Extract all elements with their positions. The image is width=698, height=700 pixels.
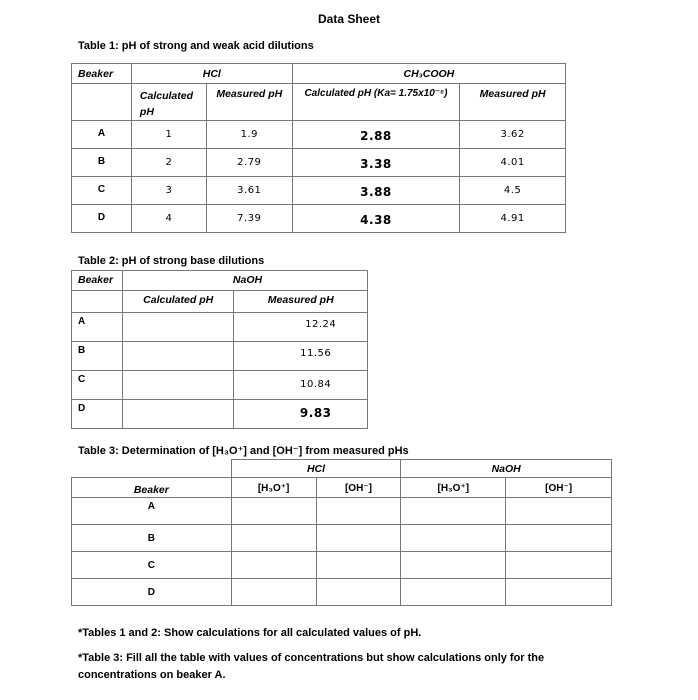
table3-hcl-header: HCl bbox=[231, 460, 401, 478]
table3-col-h3o-hcl: [H₃O⁺] bbox=[231, 478, 316, 498]
calc-ph-value bbox=[122, 342, 234, 371]
calc-ph-value bbox=[122, 371, 234, 400]
table1-hcl-header: HCl bbox=[131, 64, 292, 84]
beaker-label: D bbox=[72, 205, 132, 233]
table3 bbox=[71, 459, 612, 606]
h3o-naoh-cell bbox=[401, 552, 506, 579]
oh-naoh-cell bbox=[506, 552, 612, 579]
beaker-label: B bbox=[72, 342, 123, 371]
beaker-label: D bbox=[72, 579, 232, 606]
notes bbox=[78, 625, 578, 684]
table1 bbox=[71, 63, 566, 233]
table3-beaker-header: Beaker bbox=[72, 478, 232, 498]
h3o-naoh-cell bbox=[401, 579, 506, 606]
oh-hcl-cell bbox=[316, 525, 401, 552]
oh-hcl-cell bbox=[316, 552, 401, 579]
h3o-hcl-cell bbox=[231, 498, 316, 525]
table-row bbox=[72, 342, 368, 371]
note-table-3: *Table 3: Fill all the table with values of concentrations but show calculations only for the concentrations on beaker A. bbox=[78, 652, 545, 681]
table2-col-meas-ph: Measured pH bbox=[234, 291, 368, 313]
h3o-hcl-cell bbox=[231, 525, 316, 552]
page-title: Data Sheet bbox=[317, 12, 381, 26]
table-row bbox=[72, 121, 566, 149]
table-row bbox=[72, 400, 368, 429]
calc-ka-value: 4.38 bbox=[292, 205, 460, 233]
table1-ch3cooh-header: CH₃COOH bbox=[292, 64, 565, 84]
meas-ph2-value: 4.91 bbox=[460, 205, 566, 233]
oh-hcl-cell bbox=[316, 498, 401, 525]
table2-col-calc-ph: Calculated pH bbox=[122, 291, 234, 313]
table-row bbox=[72, 313, 368, 342]
table1-beaker-header: Beaker bbox=[72, 64, 132, 84]
table1-beaker-blank bbox=[72, 84, 132, 121]
calc-ph-value: 4 bbox=[131, 205, 206, 233]
calc-ph-value: 1 bbox=[131, 121, 206, 149]
beaker-label: D bbox=[72, 400, 123, 429]
table3-naoh-header: NaOH bbox=[401, 460, 612, 478]
meas-ph-value: 1.9 bbox=[206, 121, 292, 149]
table-row bbox=[72, 525, 612, 552]
table-row bbox=[72, 205, 566, 233]
table2-caption: Table 2: pH of strong base dilutions bbox=[78, 255, 265, 267]
table1-col-meas-ph2: Measured pH bbox=[460, 84, 566, 121]
meas-ph2-value: 3.62 bbox=[460, 121, 566, 149]
calc-ph-value bbox=[122, 400, 234, 429]
table2-beaker-blank bbox=[72, 291, 123, 313]
meas-ph-value: 7.39 bbox=[206, 205, 292, 233]
meas-ph-value: 12.24 bbox=[234, 313, 368, 342]
table1-col-calc-ka: Calculated pH (Ka= 1.75x10⁻⁵) bbox=[292, 84, 460, 121]
beaker-label: C bbox=[72, 552, 232, 579]
beaker-label: B bbox=[72, 149, 132, 177]
meas-ph-value: 3.61 bbox=[206, 177, 292, 205]
beaker-label: B bbox=[72, 525, 232, 552]
calc-ka-value: 2.88 bbox=[292, 121, 460, 149]
beaker-label: A bbox=[72, 498, 232, 525]
meas-ph2-value: 4.01 bbox=[460, 149, 566, 177]
table-row bbox=[72, 579, 612, 606]
beaker-label: C bbox=[72, 371, 123, 400]
note-tables-1-2: *Tables 1 and 2: Show calculations for all calculated values of pH. bbox=[78, 627, 422, 639]
table2-naoh-header: NaOH bbox=[122, 271, 367, 291]
h3o-naoh-cell bbox=[401, 525, 506, 552]
table1-col-calc-ph: Calculated pH bbox=[131, 84, 206, 121]
table3-col-oh-naoh: [OH⁻] bbox=[506, 478, 612, 498]
table2 bbox=[71, 270, 368, 429]
oh-naoh-cell bbox=[506, 498, 612, 525]
beaker-label: A bbox=[72, 313, 123, 342]
h3o-naoh-cell bbox=[401, 498, 506, 525]
table-row bbox=[72, 498, 612, 525]
calc-ph-value: 2 bbox=[131, 149, 206, 177]
table1-caption: Table 1: pH of strong and weak acid dilutions bbox=[78, 40, 314, 52]
h3o-hcl-cell bbox=[231, 552, 316, 579]
table-row bbox=[72, 149, 566, 177]
table3-corner bbox=[72, 460, 232, 478]
meas-ph-value: 10.84 bbox=[234, 371, 368, 400]
calc-ph-value bbox=[122, 313, 234, 342]
oh-naoh-cell bbox=[506, 579, 612, 606]
table2-beaker-header: Beaker bbox=[72, 271, 123, 291]
table1-col-meas-ph: Measured pH bbox=[206, 84, 292, 121]
oh-naoh-cell bbox=[506, 525, 612, 552]
calc-ka-value: 3.38 bbox=[292, 149, 460, 177]
beaker-label: A bbox=[72, 121, 132, 149]
oh-hcl-cell bbox=[316, 579, 401, 606]
meas-ph2-value: 4.5 bbox=[460, 177, 566, 205]
table-row bbox=[72, 371, 368, 400]
beaker-label: C bbox=[72, 177, 132, 205]
meas-ph-value: 2.79 bbox=[206, 149, 292, 177]
meas-ph-value: 9.83 bbox=[234, 400, 368, 429]
table3-caption: Table 3: Determination of [H₃O⁺] and [OH⁻] from measured pHs bbox=[78, 445, 409, 457]
table3-col-h3o-naoh: [H₃O⁺] bbox=[401, 478, 506, 498]
calc-ka-value: 3.88 bbox=[292, 177, 460, 205]
calc-ph-value: 3 bbox=[131, 177, 206, 205]
table3-col-oh-hcl: [OH⁻] bbox=[316, 478, 401, 498]
table-row bbox=[72, 552, 612, 579]
meas-ph-value: 11.56 bbox=[234, 342, 368, 371]
table-row bbox=[72, 177, 566, 205]
h3o-hcl-cell bbox=[231, 579, 316, 606]
